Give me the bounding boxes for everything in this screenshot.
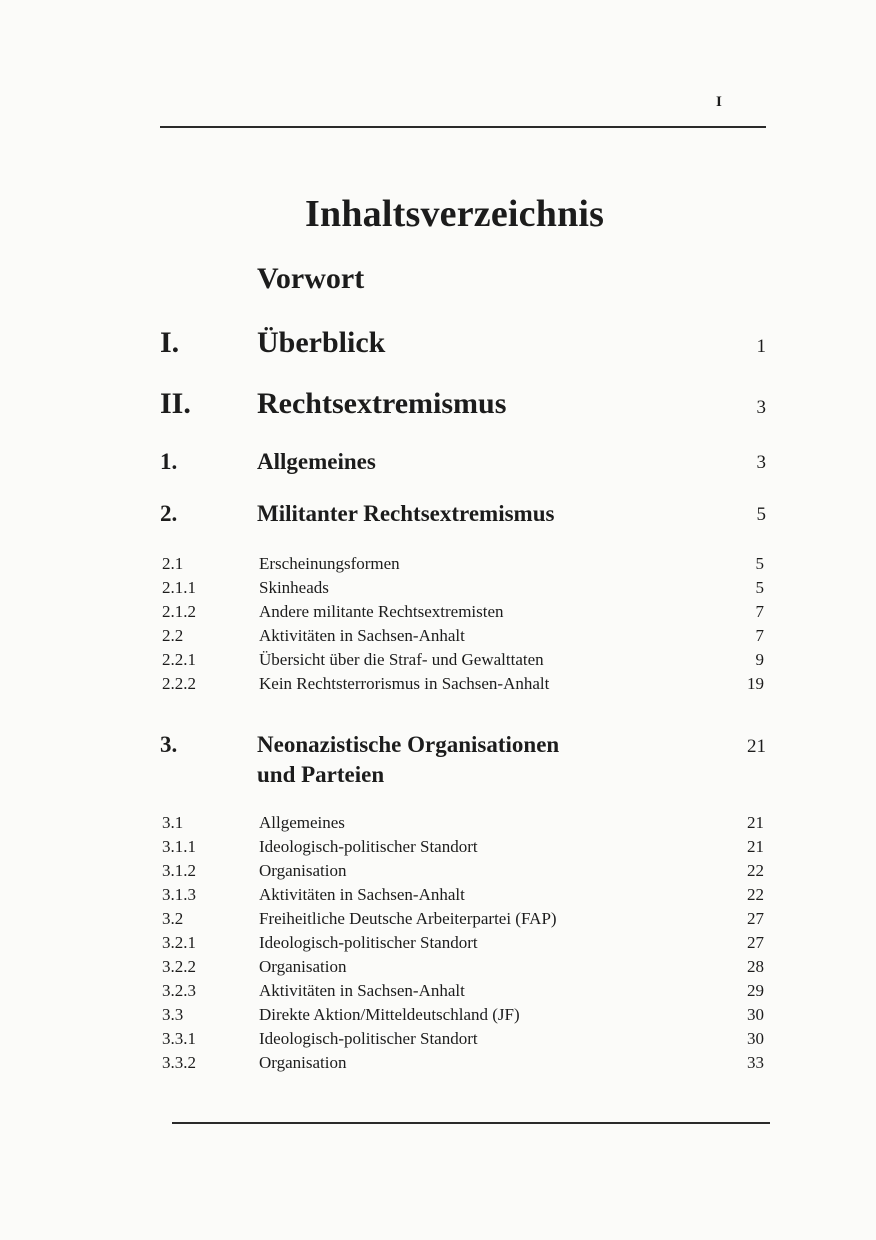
toc-entry-number: 3.1	[162, 813, 184, 832]
toc-entry-number: 2.2.2	[162, 674, 196, 693]
toc-section-number: II.	[160, 387, 191, 420]
toc-entry-label: Organisation	[259, 861, 347, 880]
toc-entry-label: Allgemeines	[259, 813, 345, 832]
toc-entry-page: 19	[747, 674, 764, 693]
toc-entry-label: Erscheinungsformen	[259, 554, 400, 573]
toc-entry-page: 22	[747, 885, 764, 904]
page-title: Inhaltsverzeichnis	[305, 193, 605, 235]
toc-chapter-label: Allgemeines	[257, 449, 376, 474]
toc-chapter-number: 2.	[160, 501, 178, 526]
toc-entry-page: 22	[747, 861, 764, 880]
toc-chapter-number: 3.	[160, 732, 178, 757]
toc-entry-label: Skinheads	[259, 578, 329, 597]
toc-chapter-page: 5	[756, 504, 766, 525]
toc-entry-number: 2.2	[162, 626, 184, 645]
toc-entry-number: 3.3.1	[162, 1029, 196, 1048]
toc-entry-number: 3.2.1	[162, 933, 196, 952]
toc-entry-label: Organisation	[259, 957, 347, 976]
toc-entry-label: Aktivitäten in Sachsen-Anhalt	[259, 626, 465, 645]
toc-entry-number: 2.1.2	[162, 602, 196, 621]
page-number: I	[716, 94, 722, 110]
toc-entry-page: 30	[747, 1005, 764, 1024]
top-rule	[160, 126, 766, 128]
toc-entry-number: 3.2.3	[162, 981, 196, 1000]
toc-entry-label: Ideologisch-politischer Standort	[259, 1029, 478, 1048]
toc-entry-number: 3.1.3	[162, 885, 196, 904]
toc-entry-page: 5	[755, 554, 764, 573]
toc-entry-number: 3.3.2	[162, 1053, 196, 1072]
toc-chapter-number: 1.	[160, 449, 178, 474]
toc-entry-number: 3.2.2	[162, 957, 196, 976]
vorwort-heading: Vorwort	[257, 262, 365, 295]
toc-section-number: I.	[160, 326, 180, 359]
toc-entry-number: 3.2	[162, 909, 184, 928]
toc-entry-page: 33	[747, 1053, 764, 1072]
toc-chapter-label-line: und Parteien	[257, 762, 385, 787]
toc-chapter-page: 21	[747, 736, 766, 757]
toc-entry-label: Aktivitäten in Sachsen-Anhalt	[259, 885, 465, 904]
toc-entry-label: Ideologisch-politischer Standort	[259, 837, 478, 856]
toc-entry-label: Andere militante Rechtsextremisten	[259, 602, 504, 621]
toc-entry-page: 30	[747, 1029, 764, 1048]
toc-entry-page: 5	[755, 578, 764, 597]
toc-entry-number: 2.1.1	[162, 578, 196, 597]
toc-entry-page: 29	[747, 981, 764, 1000]
toc-entry-number: 3.1.2	[162, 861, 196, 880]
toc-entry-page: 7	[755, 626, 764, 645]
bottom-rule	[172, 1122, 770, 1124]
toc-entry-number: 2.2.1	[162, 650, 196, 669]
toc-entry-number: 3.1.1	[162, 837, 196, 856]
toc-entry-label: Aktivitäten in Sachsen-Anhalt	[259, 981, 465, 1000]
toc-entry-label: Direkte Aktion/Mitteldeutschland (JF)	[259, 1005, 520, 1024]
toc-entry-label: Ideologisch-politischer Standort	[259, 933, 478, 952]
toc-chapter-page: 3	[756, 452, 766, 473]
toc-entry-label: Übersicht über die Straf- und Gewalttaten	[259, 650, 544, 669]
toc-chapter-label-line: Neonazistische Organisationen	[257, 732, 560, 757]
toc-chapter-label	[257, 730, 559, 790]
toc-entry-page: 7	[755, 602, 764, 621]
toc-section-page: 1	[756, 336, 766, 357]
toc-entry-page: 21	[747, 813, 764, 832]
toc-entry-number: 2.1	[162, 554, 184, 573]
toc-entry-label: Organisation	[259, 1053, 347, 1072]
toc-section-label: Rechtsextremismus	[257, 387, 507, 420]
toc-entry-page: 21	[747, 837, 764, 856]
toc-entry-page: 27	[747, 909, 764, 928]
toc-entry-number: 3.3	[162, 1005, 184, 1024]
toc-entry-page: 9	[755, 650, 764, 669]
toc-chapter-label: Militanter Rechtsextremismus	[257, 501, 555, 526]
toc-entry-label: Freiheitliche Deutsche Arbeiterpartei (FAP)	[259, 909, 557, 928]
toc-section-page: 3	[756, 397, 766, 418]
toc-entry-page: 28	[747, 957, 764, 976]
toc-entry-label: Kein Rechtsterrorismus in Sachsen-Anhalt	[259, 674, 550, 693]
toc-entry-page: 27	[747, 933, 764, 952]
toc-section-label: Überblick	[257, 326, 386, 359]
